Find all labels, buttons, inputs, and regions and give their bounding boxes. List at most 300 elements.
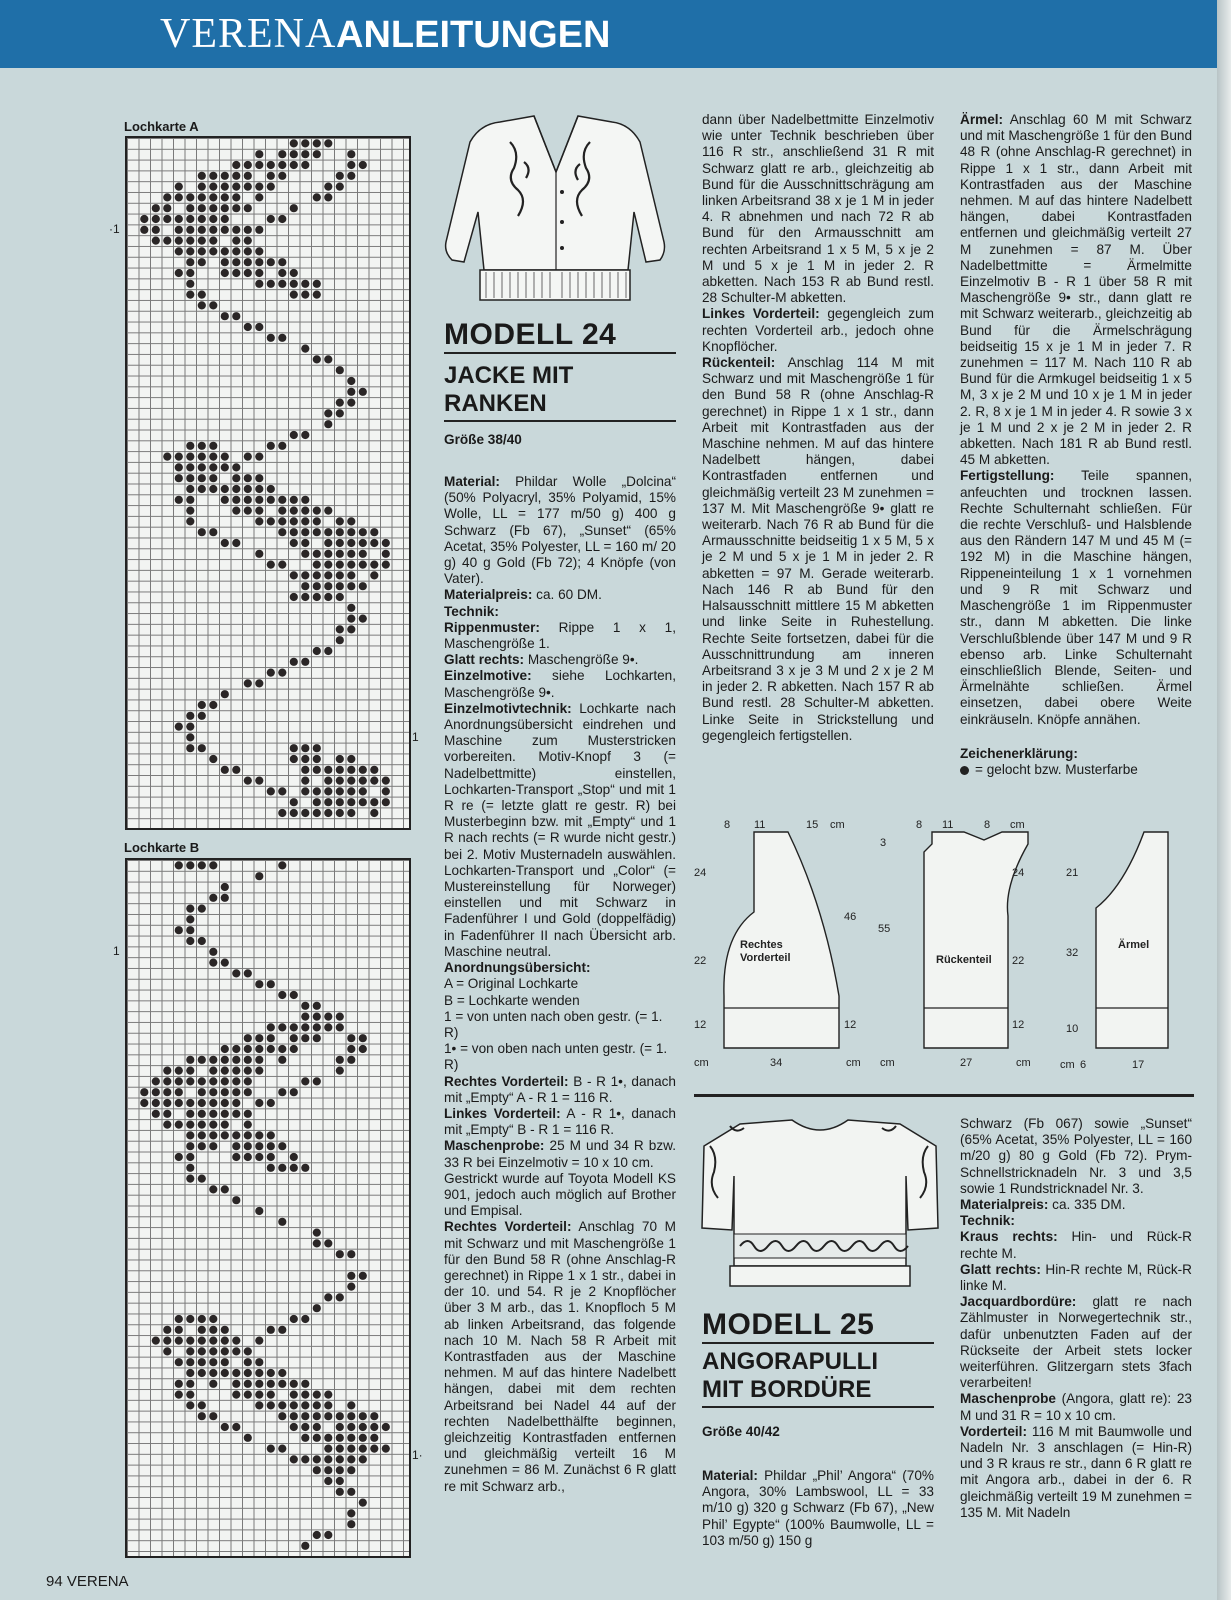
- punch-hole: [244, 247, 252, 255]
- punch-hole: [186, 193, 194, 201]
- svg-text:12: 12: [694, 1019, 707, 1031]
- punch-hole: [313, 1434, 321, 1442]
- punch-hole: [175, 1153, 183, 1161]
- punch-hole: [382, 798, 390, 806]
- punch-hole: [359, 1455, 367, 1463]
- punch-hole: [313, 139, 321, 147]
- svg-text:8: 8: [724, 819, 731, 831]
- punch-hole: [198, 442, 206, 450]
- punch-hole: [267, 161, 275, 169]
- punch-hole: [209, 1099, 217, 1107]
- punch-hole: [370, 528, 378, 536]
- punch-hole: [301, 1401, 309, 1409]
- punch-hole: [232, 1077, 240, 1085]
- punch-hole: [313, 1466, 321, 1474]
- punch-hole: [382, 1445, 390, 1453]
- punch-hole: [163, 1088, 171, 1096]
- punch-hole: [359, 766, 367, 774]
- svg-text:3: 3: [880, 837, 887, 849]
- punch-hole: [347, 755, 355, 763]
- punch-hole: [301, 1002, 309, 1010]
- punch-hole: [267, 215, 275, 223]
- punch-hole: [290, 1023, 298, 1031]
- punch-hole: [244, 1131, 252, 1139]
- punch-hole: [186, 733, 194, 741]
- punch-hole: [175, 1067, 183, 1075]
- punch-hole: [244, 1077, 252, 1085]
- svg-text:Rechtes: Rechtes: [740, 939, 783, 951]
- punch-hole: [198, 1326, 206, 1334]
- punch-hole: [290, 139, 298, 147]
- punch-hole: [209, 1315, 217, 1323]
- punch-hole: [221, 453, 229, 461]
- punch-hole: [221, 1369, 229, 1377]
- punch-hole: [359, 1272, 367, 1280]
- punch-hole: [370, 561, 378, 569]
- punch-hole: [186, 517, 194, 525]
- punch-hole: [244, 226, 252, 234]
- punch-hole: [290, 798, 298, 806]
- punch-hole: [278, 1142, 286, 1150]
- svg-text:cm: cm: [694, 1057, 709, 1069]
- punch-hole: [347, 377, 355, 385]
- punch-hole: [186, 723, 194, 731]
- punch-hole: [267, 1164, 275, 1172]
- punch-hole: [221, 1077, 229, 1085]
- punch-hole: [221, 1131, 229, 1139]
- punch-hole: [186, 507, 194, 515]
- punch-hole: [198, 905, 206, 913]
- punch-hole: [221, 1088, 229, 1096]
- punch-hole: [313, 280, 321, 288]
- punch-hole: [198, 215, 206, 223]
- punch-hole: [313, 507, 321, 515]
- punch-hole: [267, 280, 275, 288]
- punch-hole: [186, 485, 194, 493]
- punch-hole: [186, 280, 194, 288]
- punch-hole: [267, 1099, 275, 1107]
- punch-hole: [290, 291, 298, 299]
- punch-hole: [232, 183, 240, 191]
- punch-hole: [347, 1466, 355, 1474]
- punch-hole: [163, 1099, 171, 1107]
- punch-hole: [301, 571, 309, 579]
- punch-hole: [336, 1455, 344, 1463]
- model24-subtitle-2: RANKEN: [444, 390, 547, 417]
- punch-hole: [359, 798, 367, 806]
- punch-hole: [175, 1358, 183, 1366]
- punch-hole: [324, 809, 332, 817]
- punch-hole: [186, 937, 194, 945]
- punch-hole: [232, 204, 240, 212]
- punch-hole: [370, 539, 378, 547]
- mark-a-bottom: 1: [412, 730, 419, 744]
- punch-hole: [175, 463, 183, 471]
- punch-hole: [221, 1110, 229, 1118]
- punch-hole: [198, 172, 206, 180]
- punch-hole: [232, 237, 240, 245]
- punch-hole: [336, 517, 344, 525]
- punch-hole: [209, 172, 217, 180]
- punch-hole: [186, 1401, 194, 1409]
- punch-hole: [209, 1412, 217, 1420]
- punch-hole: [255, 1131, 263, 1139]
- punch-hole: [313, 1455, 321, 1463]
- punch-hole: [198, 1121, 206, 1129]
- punch-hole: [209, 237, 217, 245]
- punch-hole: [209, 1088, 217, 1096]
- punch-hole: [255, 323, 263, 331]
- punch-hole: [301, 150, 309, 158]
- punch-hole: [267, 183, 275, 191]
- punch-hole: [313, 755, 321, 763]
- punch-hole: [290, 809, 298, 817]
- punch-hole: [209, 528, 217, 536]
- punch-hole: [152, 226, 160, 234]
- punch-hole: [186, 1164, 194, 1172]
- punch-hole: [347, 1520, 355, 1528]
- column-3: Ärmel: Anschlag 60 M mit Schwarz und mit Maschengröße 1 für den Bund 48 R (ohne Anschlag-R gerechnet) in Rippe 1 x 1 str., dann Arbeit mit Kontrastfaden aus der Maschine nehmen. M auf das hintere Nadelbett hängen, dabei Kontrastfaden entfernen und gleichmäßig verteilt 27 M zunehmen = 87 M. Über Nadelbettmitte = Ärmelmitte Einzelmotiv B - R 1 über 58 R mit Maschengröße 9• str., dann glatt re mit Schwarz weiterarb., gleichzeitig ab Bund für die Ärmelschrägung beidseitig 15 x je 1 M in jeder 7. R zunehmen = 117 M. Nach 110 R ab Bund für die Armkugel beidseitig 1 x 5 M, 3 x je 2 M und 10 x je 1 M in jeder 2. R, 8 x je 1 M in jeder 4. R sowie 3 x je 1 M und 2 x je 2 M in jeder 2. R abketten. Nach 181 R ab Bund restl. 45 M abketten. Fertigstellung: Teile spannen, anfeuchten und trocknen lassen. Rechte Schulternaht schließen. Für die rechte Verschluß- und Halsblende aus den Rändern 147 M und 45 M (= 192 M) in die Maschine hängen, Rippeneinteilung 1 x 1 vornehmen und 9 R mit Schwarz und Maschengröße 1 im Rippenmuster str., dann M abketten. Die linke Verschlußblende über 147 M und 9 R ebenso arb. Linke Schulternaht einschließlich Blende, Seiten- und Ärmelnähte schließen. Ärmel einsetzen, dabei obere Weite einkräuseln. Knöpfe annähen. Zeichenerklärung: = gelocht bzw. Musterfarbe: [960, 112, 1192, 777]
- punch-hole: [301, 1023, 309, 1031]
- punch-hole: [336, 528, 344, 536]
- punch-hole: [198, 1056, 206, 1064]
- punch-hole: [359, 1412, 367, 1420]
- punch-hole: [175, 1380, 183, 1388]
- punch-hole: [209, 226, 217, 234]
- punch-hole: [209, 1067, 217, 1075]
- punch-hole: [255, 485, 263, 493]
- punch-hole: [244, 258, 252, 266]
- punch-hole: [359, 777, 367, 785]
- punch-hole: [267, 1391, 275, 1399]
- card-a-label: Lochkarte A: [124, 119, 199, 134]
- punch-hole: [347, 1034, 355, 1042]
- punch-hole: [244, 323, 252, 331]
- sweater-illustration: [700, 1116, 940, 1292]
- punch-hole: [186, 926, 194, 934]
- punch-hole: [313, 1002, 321, 1010]
- punch-hole: [209, 1142, 217, 1150]
- punch-hole: [336, 399, 344, 407]
- punch-hole: [336, 1056, 344, 1064]
- punch-hole: [313, 1304, 321, 1312]
- punch-hole: [163, 1067, 171, 1075]
- punch-hole: [290, 280, 298, 288]
- punch-hole: [382, 539, 390, 547]
- punch-hole: [221, 312, 229, 320]
- punch-hole: [324, 777, 332, 785]
- punch-hole: [347, 550, 355, 558]
- punch-hole: [382, 787, 390, 795]
- punch-hole: [186, 712, 194, 720]
- punch-hole: [336, 571, 344, 579]
- punch-hole: [232, 969, 240, 977]
- punch-hole: [209, 1337, 217, 1345]
- punch-hole: [267, 496, 275, 504]
- punch-hole: [313, 528, 321, 536]
- punch-hole: [232, 1045, 240, 1053]
- punch-hole: [313, 1412, 321, 1420]
- punch-hole: [347, 1423, 355, 1431]
- punch-hole: [301, 582, 309, 590]
- punch-hole: [221, 894, 229, 902]
- punch-hole: [290, 1401, 298, 1409]
- punch-hole: [221, 883, 229, 891]
- punch-hole: [324, 1455, 332, 1463]
- punch-hole: [301, 1423, 309, 1431]
- punch-hole: [267, 1326, 275, 1334]
- punch-hole: [370, 1412, 378, 1420]
- punch-hole: [232, 1099, 240, 1107]
- punch-hole: [359, 1423, 367, 1431]
- punch-hole: [163, 453, 171, 461]
- punch-hole: [198, 247, 206, 255]
- punch-hole: [255, 1067, 263, 1075]
- punch-hole: [244, 1347, 252, 1355]
- punch-hole: [255, 1207, 263, 1215]
- punch-hole: [198, 861, 206, 869]
- punch-hole: [336, 1013, 344, 1021]
- punch-hole: [232, 1196, 240, 1204]
- punch-hole: [255, 1391, 263, 1399]
- punch-hole: [152, 1088, 160, 1096]
- punch-hole: [347, 1045, 355, 1053]
- punch-hole: [267, 258, 275, 266]
- punch-hole: [301, 1315, 309, 1323]
- punch-hole: [232, 1423, 240, 1431]
- punch-hole: [221, 1423, 229, 1431]
- punch-hole: [186, 215, 194, 223]
- punch-hole: [198, 712, 206, 720]
- punch-hole: [290, 571, 298, 579]
- punch-hole: [324, 193, 332, 201]
- punch-hole: [221, 269, 229, 277]
- punch-hole: [209, 1110, 217, 1118]
- punch-hole: [313, 355, 321, 363]
- punch-hole: [175, 247, 183, 255]
- punch-hole: [347, 1401, 355, 1409]
- punch-hole: [267, 787, 275, 795]
- punch-hole: [324, 647, 332, 655]
- punch-hole: [186, 1056, 194, 1064]
- mark-a-top: ·1: [109, 222, 120, 236]
- punch-hole: [336, 582, 344, 590]
- model25-material: Material: Phildar „Phil’ Angora“ (70% Angora, 30% Lambswool, LL = 33 m/10 g) 320 g Schwarz (Fb 67), „New Phil’ Egypte“ (100% Baumwolle, LL = 103 m/50 g) 150 g: [702, 1468, 934, 1548]
- punch-hole: [267, 172, 275, 180]
- punch-hole: [301, 345, 309, 353]
- punch-hole: [278, 1056, 286, 1064]
- punch-hole: [347, 625, 355, 633]
- punch-hole: [324, 539, 332, 547]
- punch-hole: [232, 312, 240, 320]
- punch-hole: [175, 1077, 183, 1085]
- section-title: ANLEITUNGEN: [336, 14, 611, 56]
- punch-hole: [301, 755, 309, 763]
- punch-hole: [267, 1445, 275, 1453]
- punch-hole: [186, 474, 194, 482]
- punch-hole: [186, 226, 194, 234]
- punch-hole: [382, 550, 390, 558]
- punch-hole: [244, 1110, 252, 1118]
- punch-hole: [324, 1445, 332, 1453]
- punch-hole: [324, 766, 332, 774]
- punch-hole: [244, 1153, 252, 1161]
- punch-hole: [267, 1369, 275, 1377]
- punch-hole: [244, 1391, 252, 1399]
- punch-hole: [255, 1358, 263, 1366]
- punch-hole: [186, 1142, 194, 1150]
- punch-hole: [301, 1391, 309, 1399]
- punch-hole: [209, 861, 217, 869]
- punch-hole: [209, 474, 217, 482]
- punch-hole: [221, 193, 229, 201]
- punch-hole: [359, 615, 367, 623]
- punch-hole: [336, 1250, 344, 1258]
- svg-text:22: 22: [1012, 955, 1025, 967]
- svg-text:32: 32: [1066, 947, 1079, 959]
- punch-hole: [255, 1337, 263, 1345]
- punch-hole: [198, 1358, 206, 1366]
- punch-hole: [301, 777, 309, 785]
- punch-hole: [232, 1142, 240, 1150]
- punch-hole: [347, 1455, 355, 1463]
- svg-text:24: 24: [694, 867, 707, 879]
- model25-subtitle-1: ANGORAPULLI: [702, 1348, 878, 1375]
- punch-hole: [221, 539, 229, 547]
- punch-hole: [255, 1142, 263, 1150]
- punch-hole: [209, 442, 217, 450]
- punch-hole: [255, 1369, 263, 1377]
- punch-hole: [382, 777, 390, 785]
- punch-hole: [255, 1401, 263, 1409]
- punch-hole: [186, 1380, 194, 1388]
- model24-size: Größe 38/40: [444, 432, 522, 447]
- punch-hole: [255, 1045, 263, 1053]
- punch-hole: [301, 291, 309, 299]
- mark-b-top: 1: [113, 944, 120, 958]
- punch-hole: [278, 809, 286, 817]
- punch-hole: [255, 150, 263, 158]
- punch-hole: [324, 798, 332, 806]
- svg-text:55: 55: [878, 923, 891, 935]
- punch-hole: [278, 1401, 286, 1409]
- mark-b-bottom: 1·: [412, 1448, 423, 1462]
- punch-hole: [324, 355, 332, 363]
- punch-hole: [359, 582, 367, 590]
- punch-hole: [370, 809, 378, 817]
- punch-hole: [301, 1412, 309, 1420]
- punch-hole: [324, 1239, 332, 1247]
- punch-hole: [267, 1153, 275, 1161]
- punch-hole: [255, 1034, 263, 1042]
- punch-hole: [301, 507, 309, 515]
- punch-hole: [186, 905, 194, 913]
- punch-hole: [313, 647, 321, 655]
- punch-hole: [301, 1077, 309, 1085]
- punch-hole: [267, 334, 275, 342]
- punch-hole: [347, 571, 355, 579]
- punch-hole: [198, 474, 206, 482]
- punch-hole: [221, 1347, 229, 1355]
- punch-hole: [244, 269, 252, 277]
- punch-hole: [278, 496, 286, 504]
- punch-hole: [198, 744, 206, 752]
- jacket-illustration: [440, 112, 672, 308]
- punch-hole: [186, 1315, 194, 1323]
- punch-card-a: [125, 136, 411, 830]
- svg-text:cm: cm: [846, 1057, 861, 1069]
- punch-hole: [221, 959, 229, 967]
- punch-hole: [313, 291, 321, 299]
- punch-hole: [209, 1380, 217, 1388]
- punch-hole: [336, 809, 344, 817]
- punch-hole: [324, 1401, 332, 1409]
- punch-hole: [290, 528, 298, 536]
- subtitle-rule: [444, 420, 676, 422]
- punch-hole: [278, 861, 286, 869]
- punch-hole: [347, 528, 355, 536]
- punch-hole: [359, 161, 367, 169]
- punch-hole: [209, 1326, 217, 1334]
- punch-hole: [290, 1380, 298, 1388]
- punch-hole: [278, 280, 286, 288]
- svg-text:22: 22: [694, 955, 707, 967]
- punch-hole: [209, 183, 217, 191]
- punch-hole: [186, 1121, 194, 1129]
- punch-hole: [209, 894, 217, 902]
- punch-card-a-dots: [127, 138, 409, 828]
- punch-hole: [301, 658, 309, 666]
- svg-text:6: 6: [1080, 1059, 1087, 1071]
- punch-hole: [255, 474, 263, 482]
- punch-hole: [221, 183, 229, 191]
- punch-hole: [255, 1153, 263, 1161]
- punch-hole: [336, 787, 344, 795]
- punch-hole: [301, 744, 309, 752]
- punch-hole: [278, 517, 286, 525]
- punch-hole: [324, 1412, 332, 1420]
- punch-hole: [255, 872, 263, 880]
- punch-hole: [324, 139, 332, 147]
- punch-hole: [290, 1034, 298, 1042]
- punch-hole: [347, 517, 355, 525]
- punch-hole: [209, 1121, 217, 1129]
- punch-hole: [313, 1401, 321, 1409]
- svg-text:8: 8: [916, 819, 923, 831]
- punch-hole: [175, 1121, 183, 1129]
- punch-hole: [198, 291, 206, 299]
- punch-hole: [186, 1153, 194, 1161]
- punch-hole: [221, 1358, 229, 1366]
- punch-hole: [163, 237, 171, 245]
- punch-hole: [290, 1088, 298, 1096]
- punch-hole: [209, 247, 217, 255]
- punch-hole: [209, 1347, 217, 1355]
- punch-hole: [232, 1337, 240, 1345]
- punch-hole: [186, 496, 194, 504]
- punch-hole: [290, 1153, 298, 1161]
- punch-hole: [221, 463, 229, 471]
- punch-hole: [209, 1077, 217, 1085]
- punch-hole: [290, 1045, 298, 1053]
- punch-hole: [198, 1088, 206, 1096]
- svg-text:Rückenteil: Rückenteil: [936, 954, 992, 966]
- punch-hole: [313, 582, 321, 590]
- punch-hole: [313, 550, 321, 558]
- punch-hole: [370, 1423, 378, 1431]
- punch-hole: [175, 1391, 183, 1399]
- svg-text:10: 10: [1066, 1023, 1079, 1035]
